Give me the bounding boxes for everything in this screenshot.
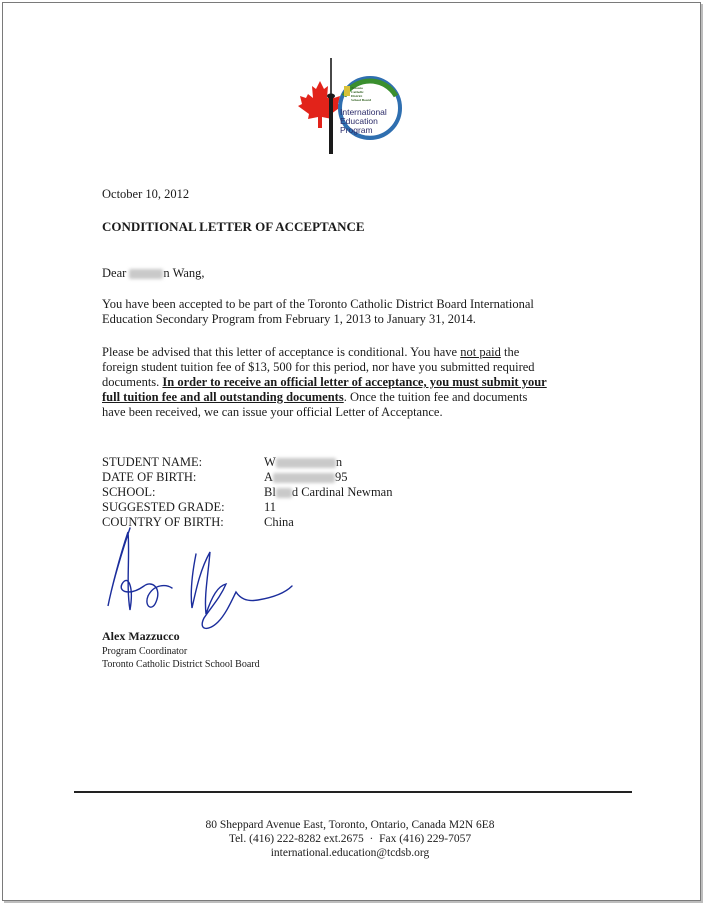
info-row-country: COUNTRY OF BIRTH: China — [102, 515, 294, 529]
footer-contact: 80 Sheppard Avenue East, Toronto, Ontario, Canada M2N 6E8 Tel. (416) 222-8282 ext.2675 · Fax (416) 229-7057 international.education@tcdsb.org — [0, 818, 700, 860]
info-row-date-of-birth: DATE OF BIRTH: A 95 — [102, 470, 348, 484]
maple-leaf-icon — [298, 81, 342, 128]
letter-date: October 10, 2012 — [102, 187, 190, 201]
footer-email: international.education@tcdsb.org — [270, 847, 430, 859]
info-row-grade: SUGGESTED GRADE: 11 — [102, 500, 277, 514]
logo-program-name: International Education Program — [340, 107, 387, 135]
logo-board-name: Toronto Catholic District School Board — [351, 86, 372, 102]
footer-divider — [74, 791, 632, 793]
paragraph-conditions: Please be advised that this letter of acceptance is conditional. You have not paid the foreign student tuition fee of $13, 500 for this period, nor have you submitted required documents. In order to receive an official letter of acceptance, you must submit your full tuition fee and all outstanding documents. Once the tuition fee and documents have been received, we can issue your official Letter of Acceptance. — [102, 345, 547, 419]
redacted-value — [276, 488, 292, 498]
redacted-value — [273, 473, 335, 483]
redacted-name — [129, 269, 163, 279]
tcdsb-logo — [294, 56, 406, 156]
salutation: Dear n Wang, — [102, 266, 205, 280]
signatory-name: Alex Mazzucco — [102, 629, 180, 643]
info-row-student-name: STUDENT NAME: W n — [102, 455, 343, 469]
signature-image — [100, 526, 300, 638]
letter-title: CONDITIONAL LETTER OF ACCEPTANCE — [102, 219, 365, 234]
student-info-table — [102, 455, 392, 530]
signatory-details: Program Coordinator Toronto Catholic District School Board — [102, 646, 260, 670]
redacted-value — [276, 458, 336, 468]
paragraph-acceptance: You have been accepted to be part of the Toronto Catholic District Board International Education Secondary Program from February 1, 2013 to January 31, 2014. — [102, 297, 534, 326]
info-row-school: SCHOOL: Bl d Cardinal Newman — [102, 485, 393, 499]
